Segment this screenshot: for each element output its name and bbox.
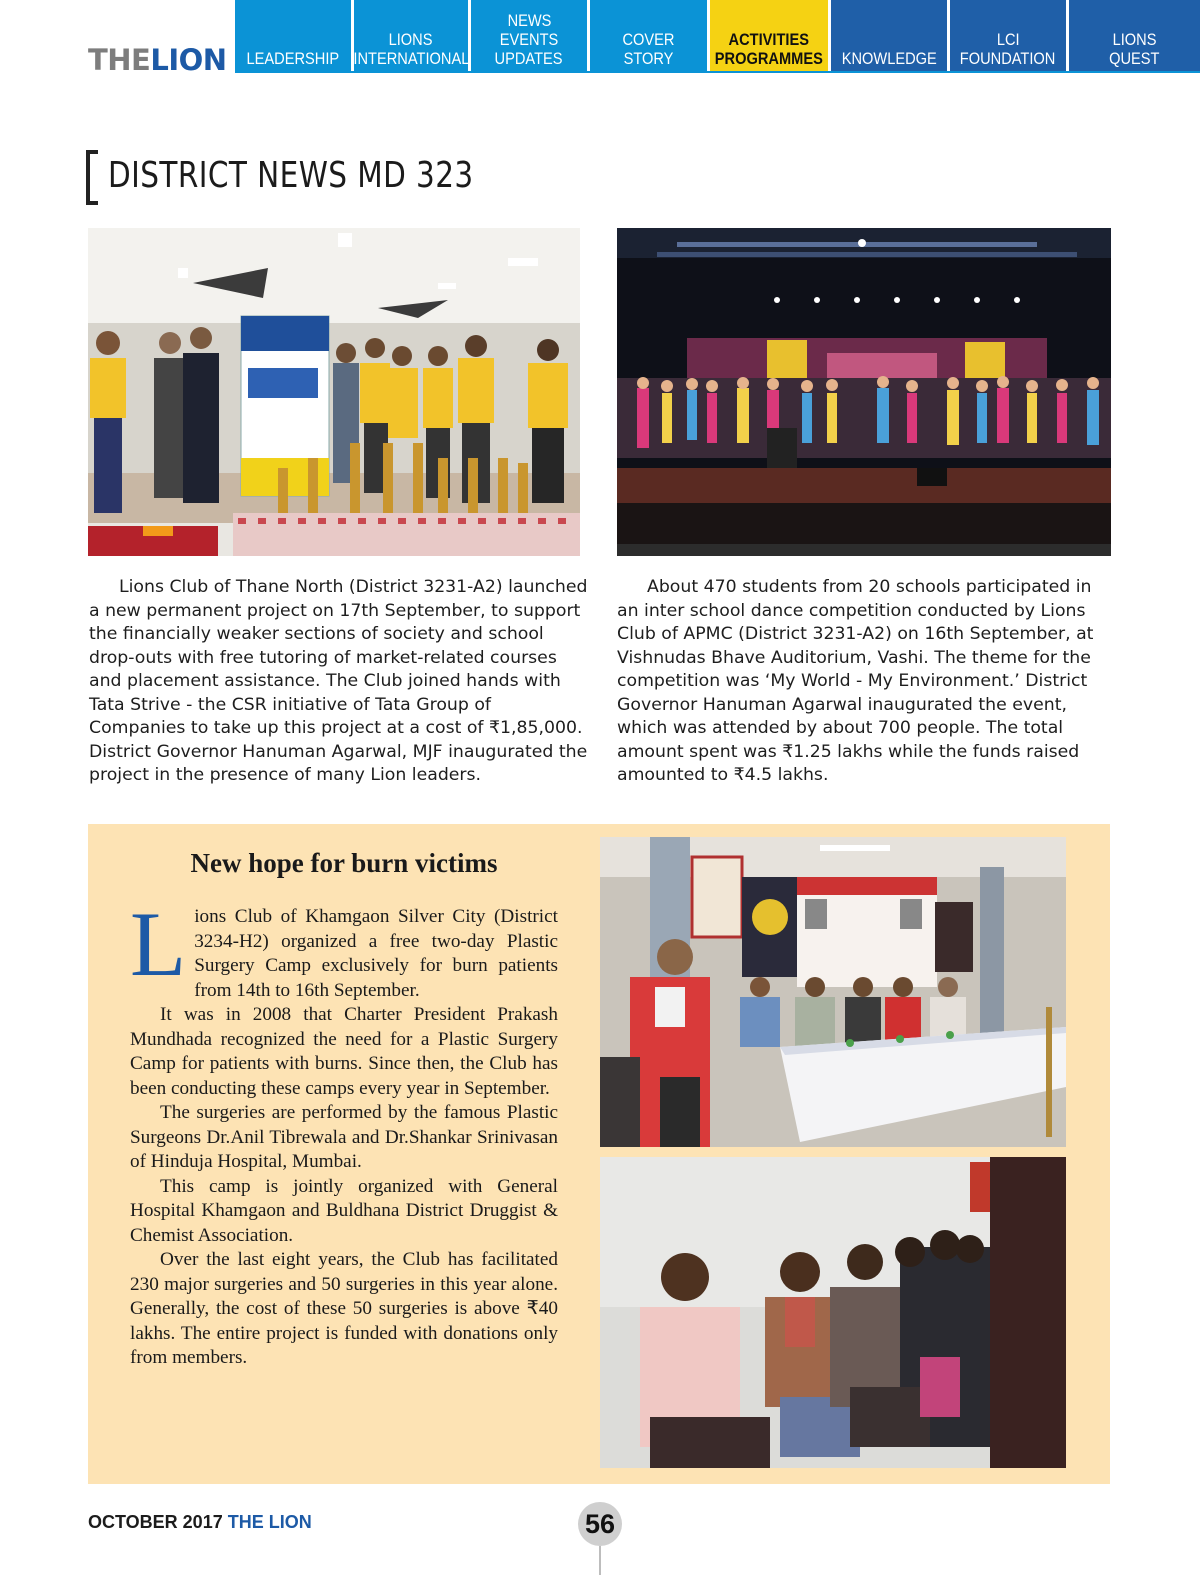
tab-news-events-updates[interactable]: NEWS EVENTS UPDATES — [471, 0, 587, 71]
story-thane-north — [89, 576, 589, 788]
feature-article — [130, 893, 558, 1371]
feature-paragraph-4: This camp is jointly organized with General Hospital Khamgaon and Buldhana District Druggist & Chemist Association. — [130, 1175, 558, 1246]
tab-lci-foundation[interactable]: LCI FOUNDATION — [950, 0, 1066, 71]
logo-the: THE — [88, 43, 151, 77]
feature-paragraph-5: Over the last eight years, the Club has facilitated 230 major surgeries and 50 surgeries in this year alone. Generally, the cost of these 50 surgeries is above ₹40 lakhs. The entire project is funded with donations only from members. — [130, 1249, 558, 1368]
tab-leadership[interactable]: LEADERSHIP — [235, 0, 351, 71]
section-nav — [235, 0, 1200, 71]
story-apmc-dance-text: About 470 students from 20 schools participated in an inter school dance competition conducted by Lions Club of APMC (District 3231-A2) on 16th September, at Vishnudas Bhave Auditorium, Vashi. The theme for the competition was ‘My World - My Environment.’ District Governor Hanuman Agarwal inaugurated the event, which was attended by about 700 people. The total amount spent was ₹1.25 lakhs while the funds raised amounted to ₹4.5 lakhs. — [617, 577, 1094, 785]
tab-lions-quest[interactable]: LIONS QUEST — [1069, 0, 1200, 71]
tab-lions-international[interactable]: LIONS INTERNATIONAL — [354, 0, 468, 71]
feature-paragraph-3: The surgeries are performed by the famous Plastic Surgeons Dr.Anil Tibrewala and Dr.Shankar Srinivasan of Hinduja Hospital, Mumbai. — [130, 1102, 558, 1172]
photo-thane-north-event — [88, 228, 580, 556]
footer-magazine-name: THE LION — [227, 1512, 312, 1532]
footer-issue-date: OCTOBER 2017 — [88, 1512, 223, 1532]
story-thane-north-text: Lions Club of Thane North (District 3231-A2) launched a new permanent project on 17th September, to support the financially weaker sections of society and school drop-outs with free tutoring of market-related courses and placement assistance. The Club joined hands with Tata Strive - the CSR initiative of Tata Group of Companies to take up this project at a cost of ₹1,85,000. District Governor Hanuman Agarwal, MJF inaugurated the project in the presence of many Lion leaders. — [89, 577, 588, 785]
magazine-logo[interactable] — [88, 40, 227, 80]
dropcap-letter: L — [130, 893, 187, 995]
photo-burn-patients — [600, 1157, 1066, 1468]
tab-knowledge[interactable]: KNOWLEDGE — [831, 0, 947, 71]
section-bracket — [86, 150, 98, 205]
feature-title: New hope for burn victims — [190, 848, 498, 878]
tab-cover-story[interactable]: COVER STORY — [590, 0, 707, 71]
feature-paragraph-2: It was in 2008 that Charter President Prakash Mundhada recognized the need for a Plastic Surgery Camp for patients with burns. Since then, the Club has been conducting these camps every year in September. — [130, 1004, 558, 1099]
page-divider — [599, 1546, 601, 1575]
story-apmc-dance — [617, 576, 1117, 788]
photo-camp-inauguration — [600, 837, 1066, 1147]
footer-issue — [88, 1512, 312, 1533]
feature-paragraph-1: Lions Club of Khamgaon Silver City (District 3234-H2) organized a free two-day Plastic Surgery Camp exclusively for burn patients from 14th to 16th September. — [130, 893, 558, 1001]
page-number: 56 — [578, 1502, 622, 1546]
section-title: DISTRICT NEWS MD 323 — [108, 155, 474, 196]
photo-dance-competition — [617, 228, 1111, 556]
tab-activities-programmes[interactable]: ACTIVITIES PROGRAMMES — [710, 0, 828, 71]
logo-lion: LION — [150, 43, 227, 77]
nav-underline — [235, 71, 1200, 73]
